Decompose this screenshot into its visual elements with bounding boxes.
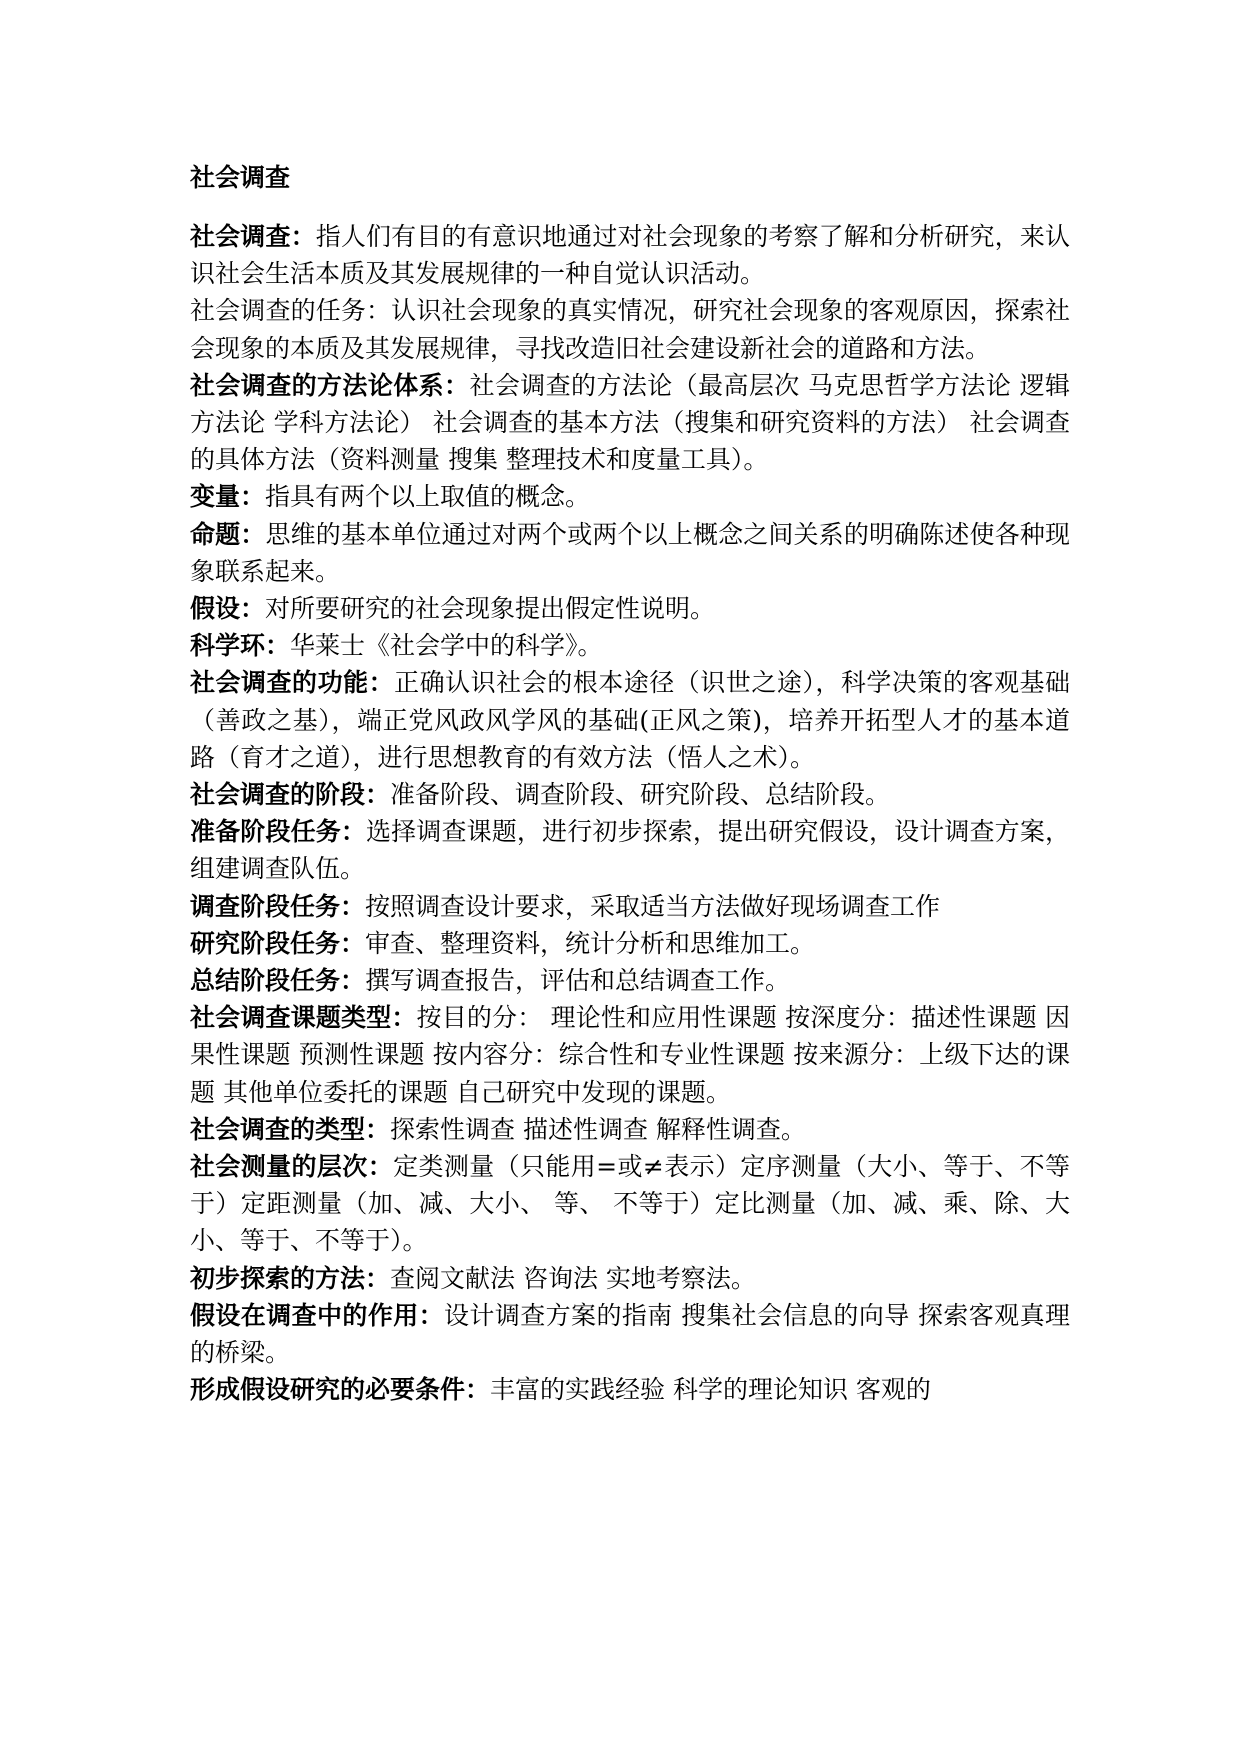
entry-tasks: [190, 292, 1070, 366]
entry-term: 社会测量的层次：: [190, 1152, 394, 1182]
entry-text: 丰富的实践经验 科学的理论知识 客观的: [490, 1375, 931, 1405]
entry-methodology: [190, 367, 1070, 479]
entry-text: 华莱士《社会学中的科学》。: [290, 631, 603, 661]
document-title: 社会调查: [190, 163, 291, 192]
entry-term: 初步探索的方法：: [190, 1263, 391, 1293]
entry-text: 准备阶段、调查阶段、研究阶段、总结阶段。: [390, 780, 891, 810]
entry-text: 设计调查方案的指南 搜集社会信息的向导 探索客观真理的桥梁。: [190, 1300, 1070, 1368]
entry-text: 指具有两个以上取值的概念。: [265, 482, 591, 512]
entry-exploration-methods: [190, 1260, 1070, 1297]
entry-term: 假设在调查中的作用：: [190, 1300, 445, 1330]
entry-term: 形成假设研究的必要条件：: [190, 1375, 491, 1405]
entry-stages: [190, 776, 1070, 813]
entry-text: 定类测量（只能用=或≠表示）定序测量（大小、等于、不等于）定距测量（加、减、大小、 等、 不等于）定比测量（加、减、乘、除、大小、等于、不等于）。: [190, 1152, 1070, 1256]
document-page: [190, 160, 1070, 1409]
entry-text: 探索性调查 描述性调查 解释性调查。: [390, 1114, 806, 1144]
entry-hypothesis-conditions: [190, 1371, 1070, 1408]
entry-hypothesis: [190, 590, 1070, 627]
entry-text: 查阅文献法 咨询法 实地考察法。: [390, 1263, 756, 1293]
entry-term: 社会调查的类型：: [190, 1114, 391, 1144]
entry-term: 社会调查：: [190, 222, 316, 251]
entry-measurement-levels: [190, 1148, 1070, 1260]
entry-functions: [190, 664, 1070, 776]
entry-term: 科学环：: [190, 631, 291, 661]
entry-text: 正确认识社会的根本途径（识世之途），科学决策的客观基础（善政之基），端正党风政风学风的基础(正风之策)，培养开拓型人才的基本道路（育才之道），进行思想教育的有效方法（悟人之术）。: [190, 668, 1070, 772]
entry-hypothesis-role: [190, 1297, 1070, 1371]
entry-research-tasks: [190, 925, 1070, 962]
entry-term: 总结阶段任务：: [190, 966, 366, 996]
entry-text: 思维的基本单位通过对两个或两个以上概念之间关系的明确陈述使各种现象联系起来。: [190, 519, 1070, 586]
entry-text: 按目的分： 理论性和应用性课题 按深度分：描述性课题 因果性课题 预测性课题 按内容分：综合性和专业性课题 按来源分：上级下达的课题 其他单位委托的课题 自己研究中发现的课题。: [190, 1003, 1070, 1107]
entry-definition: [190, 218, 1070, 292]
entry-survey-types: [190, 1111, 1070, 1148]
entry-text: 社会调查的方法论（最高层次 马克思哲学方法论 逻辑方法论 学科方法论） 社会调查的基本方法（搜集和研究资料的方法） 社会调查的具体方法（资料测量 搜集 整理技术和度量工具）。: [190, 370, 1070, 475]
entry-term: 社会调查的功能：: [190, 668, 395, 698]
entry-survey-tasks: [190, 888, 1070, 925]
entry-text: 对所要研究的社会现象提出假定性说明。: [265, 594, 716, 624]
entry-term: 准备阶段任务：: [190, 817, 367, 847]
entry-variable: [190, 478, 1070, 515]
entry-text: 审查、整理资料，统计分析和思维加工。: [365, 928, 816, 958]
entry-preparation-tasks: [190, 813, 1070, 887]
entry-term: 研究阶段任务：: [190, 928, 366, 958]
entry-text: 社会调查的任务：认识社会现象的真实情况，研究社会现象的客观原因，探索社会现象的本质及其发展规律，寻找改造旧社会建设新社会的道路和方法。: [190, 296, 1070, 363]
entry-term: 社会调查课题类型：: [190, 1003, 417, 1033]
entry-text: 选择调查课题，进行初步探索，提出研究假设，设计调查方案，组建调查队伍。: [190, 817, 1070, 884]
entry-term: 社会调查的方法论体系：: [190, 370, 470, 400]
entry-term: 命题：: [190, 519, 266, 549]
entry-term: 社会调查的阶段：: [190, 780, 391, 810]
entry-science-wheel: [190, 627, 1070, 664]
entry-term: 变量：: [190, 482, 266, 512]
entry-text: 指人们有目的有意识地通过对社会现象的考察了解和分析研究，来认识社会生活本质及其发展规律的一种自觉认识活动。: [190, 222, 1070, 289]
entry-proposition: [190, 516, 1070, 590]
entry-text: 撰写调查报告，评估和总结调查工作。: [365, 966, 791, 996]
entry-summary-tasks: [190, 962, 1070, 999]
entry-text: 按照调查设计要求，采取适当方法做好现场调查工作: [365, 891, 941, 921]
entry-term: 假设：: [190, 594, 266, 624]
entry-topic-types: [190, 999, 1070, 1111]
entry-term: 调查阶段任务：: [190, 891, 366, 921]
